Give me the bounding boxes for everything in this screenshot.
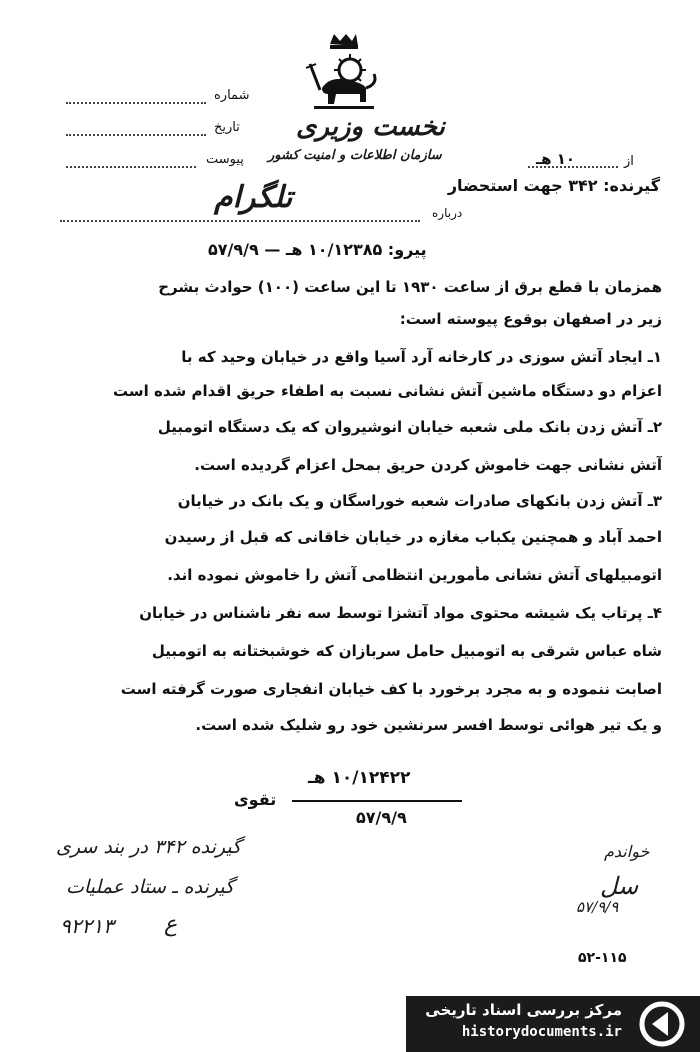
signature-name: تقوی xyxy=(234,790,277,809)
body-line: ۳ـ آتش زدن بانکهای صادرات شعبه خوراسگان و یک بانک در خیابان xyxy=(177,492,662,510)
body-line: ۴ـ پرتاب یک شیشه محتوی مواد آتشزا توسط سه نفر ناشناس در خیابان xyxy=(139,604,662,622)
handwritten-note-number: ۹۲۲۱۳ xyxy=(60,914,114,938)
handwritten-note-initial: ع xyxy=(164,912,178,937)
body-line: و یک تیر هوائی توسط افسر سرنشین خود رو شلیک شده است. xyxy=(195,716,662,734)
handwritten-date: ۵۷/۹/۹ xyxy=(576,898,619,916)
org-subtitle: سازمان اطلاعات و امنیت کشور xyxy=(268,148,442,163)
from-value: ۱۰ هـ xyxy=(536,150,576,168)
body-line: شاه عباس شرقی به اتومبیل حامل سربازان که خوشبختانه به اتومبیل xyxy=(151,642,662,660)
subject-dotted-line xyxy=(60,220,420,222)
org-title: نخست وزیری xyxy=(296,112,445,142)
handwritten-note-line1: گیرنده ۳۴۲ در بند سری xyxy=(56,836,242,858)
history-documents-logo-icon xyxy=(638,1000,688,1048)
date-dotted-line xyxy=(66,134,206,136)
body-line: آتش نشانی جهت خاموش کردن حریق بمحل اعزام گردیده است. xyxy=(194,456,662,474)
recipient-line: گیرنده: ۳۴۲ جهت استحضار xyxy=(447,176,660,195)
body-line: همزمان با قطع برق از ساعت ۱۹۳۰ تا این ساعت (۱۰۰) حوادث بشرح xyxy=(158,278,662,296)
number-dotted-line xyxy=(66,102,206,104)
body-line: ۱ـ ایجاد آتش سوزی در کارخانه آرد آسیا واقع در خیابان وحید که با xyxy=(181,348,662,366)
body-line: زیر در اصفهان بوقوع پیوسته است: xyxy=(399,310,662,328)
lion-sun-emblem-icon xyxy=(300,30,384,114)
attachment-dotted-line xyxy=(66,166,196,168)
body-line: احمد آباد و همچنین یکباب مغازه در خیابان خاقانی که قبل از رسیدن xyxy=(164,528,662,546)
from-label: از xyxy=(624,154,634,169)
date-label: تاریخ xyxy=(214,120,240,135)
signature-code: ۱۰/۱۲۴۲۲ هـ xyxy=(308,768,411,788)
page-code: ۵۲-۱۱۵ xyxy=(578,950,627,966)
number-label: شماره xyxy=(214,88,250,103)
body-line: اصابت ننموده و به مجرد برخورد با کف خیابان انفجاری صورت گرفته است xyxy=(120,680,662,698)
subject-label: درباره xyxy=(432,206,463,220)
handwritten-signature: سل xyxy=(600,872,639,900)
signature-underline xyxy=(292,800,462,802)
signature-date: ۵۷/۹/۹ xyxy=(356,808,407,827)
telegram-stamp: تلگرام xyxy=(214,180,293,215)
body-line: اعزام دو دستگاه ماشین آتش نشانی نسبت به اطفاء حریق اقدام شده است xyxy=(112,382,662,400)
body-line: ۲ـ آتش زدن بانک ملی شعبه خیابان انوشیروان که یک دستگاه اتومبیل xyxy=(157,418,662,436)
reference-line: پیرو: ۱۰/۱۲۳۸۵ هـ — ۵۷/۹/۹ xyxy=(208,240,427,259)
body-line: اتومبیلهای آتش نشانی مأمورین انتظامی آتش را خاموش نموده اند. xyxy=(167,566,662,584)
footer-title: مرکز بررسی اسناد تاریخی xyxy=(425,1001,622,1019)
handwritten-read-mark: خواندم xyxy=(604,842,650,861)
handwritten-note-line2: گیرنده ـ ستاد عملیات xyxy=(66,876,235,898)
attachment-label: پیوست xyxy=(206,152,244,167)
footer-url[interactable]: historydocuments.ir xyxy=(461,1024,622,1040)
